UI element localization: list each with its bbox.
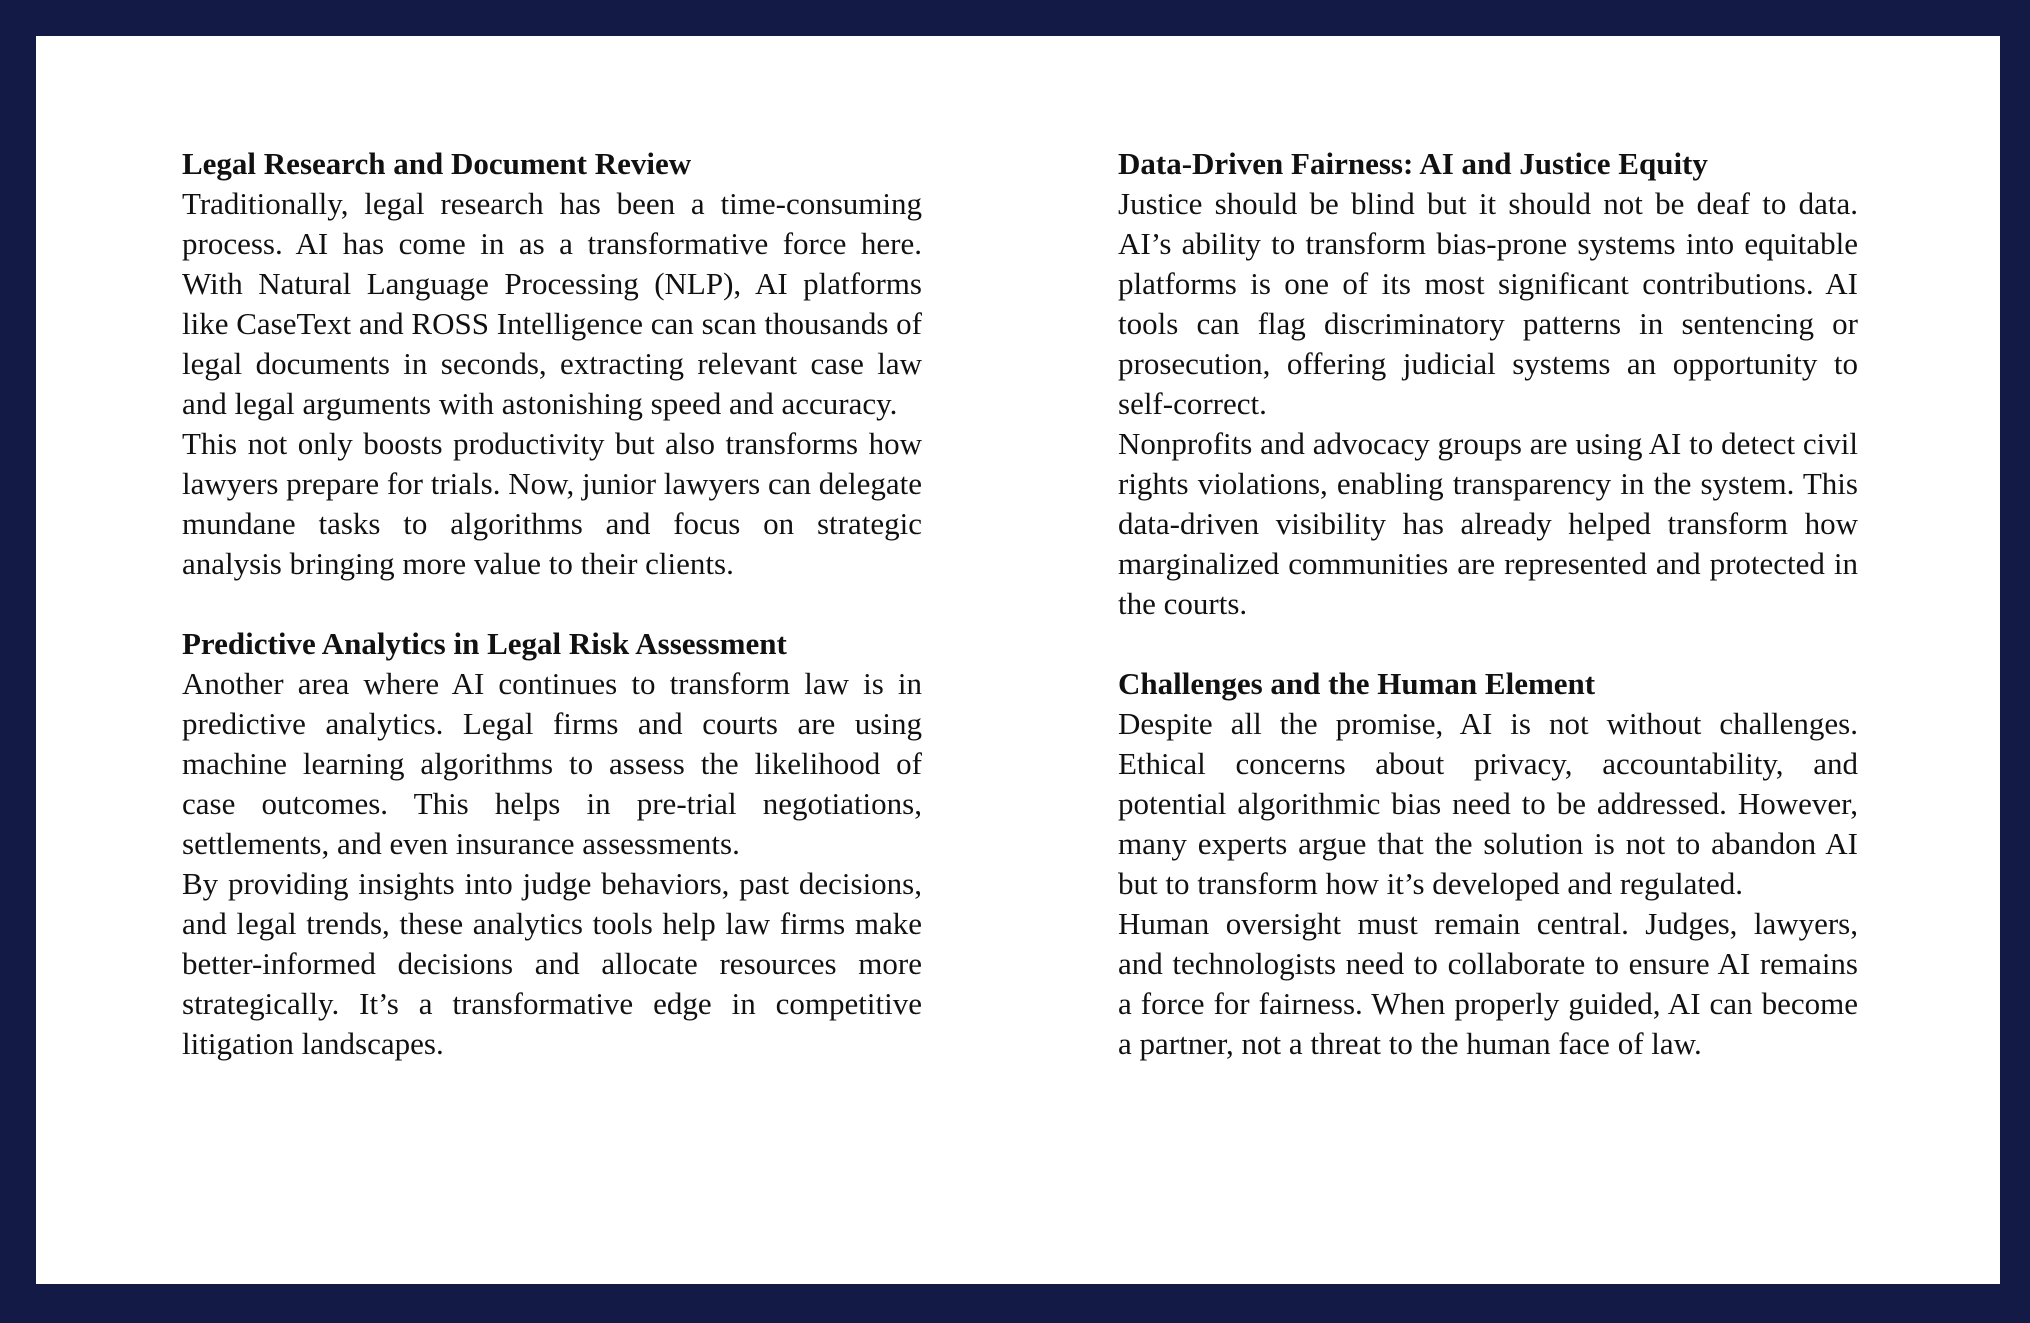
paragraph: Another area where AI continues to transform law is in predictive analytics. Legal firms and courts are using machine learning algorithms to assess the likelihood of case outcomes. This helps in pre-trial negotiations, settlements, and even insurance assessments.	[182, 666, 922, 861]
paragraph: Despite all the promise, AI is not without challenges. Ethical concerns about privacy, accountability, and potential algorithmic bias need to be addressed. However, many experts argue that the solution is not to abandon AI but to transform how it’s developed and regulated.	[1118, 706, 1858, 901]
section-legal-research	[182, 144, 922, 584]
section-heading: Challenges and the Human Element	[1118, 666, 1596, 701]
paragraph: Human oversight must remain central. Judges, lawyers, and technologists need to collaborate to ensure AI remains a force for fairness. When properly guided, AI can become a partner, not a threat to the human face of law.	[1118, 906, 1858, 1061]
section-heading: Predictive Analytics in Legal Risk Assessment	[182, 626, 787, 661]
section-predictive-analytics	[182, 624, 922, 1064]
document-page	[36, 36, 2000, 1284]
left-column	[182, 144, 922, 1104]
section-data-driven-fairness	[1118, 144, 1858, 624]
paragraph: This not only boosts productivity but also transforms how lawyers prepare for trials. Now, junior lawyers can delegate mundane tasks to algorithms and focus on strategic analysis bringing more value to their clients.	[182, 426, 922, 581]
section-heading: Data-Driven Fairness: AI and Justice Equity	[1118, 146, 1708, 181]
section-challenges-human-element	[1118, 664, 1858, 1064]
paragraph: Nonprofits and advocacy groups are using AI to detect civil rights violations, enabling transparency in the system. This data-driven visibility has already helped transform how marginalized communities are represented and protected in the courts.	[1118, 426, 1858, 621]
right-column	[1118, 144, 1858, 1104]
section-heading: Legal Research and Document Review	[182, 146, 692, 181]
paragraph: Justice should be blind but it should not be deaf to data. AI’s ability to transform bias-prone systems into equitable platforms is one of its most significant contributions. AI tools can flag discriminatory patterns in sentencing or prosecution, offering judicial systems an opportunity to self-correct.	[1118, 186, 1858, 421]
paragraph: Traditionally, legal research has been a time-consuming process. AI has come in as a transformative force here. With Natural Language Processing (NLP), AI platforms like CaseText and ROSS Intelligence can scan thousands of legal documents in seconds, extracting relevant case law and legal arguments with astonishing speed and accuracy.	[182, 186, 922, 421]
paragraph: By providing insights into judge behaviors, past decisions, and legal trends, these analytics tools help law firms make better-informed decisions and allocate resources more strategically. It’s a transformative edge in competitive litigation landscapes.	[182, 866, 922, 1061]
